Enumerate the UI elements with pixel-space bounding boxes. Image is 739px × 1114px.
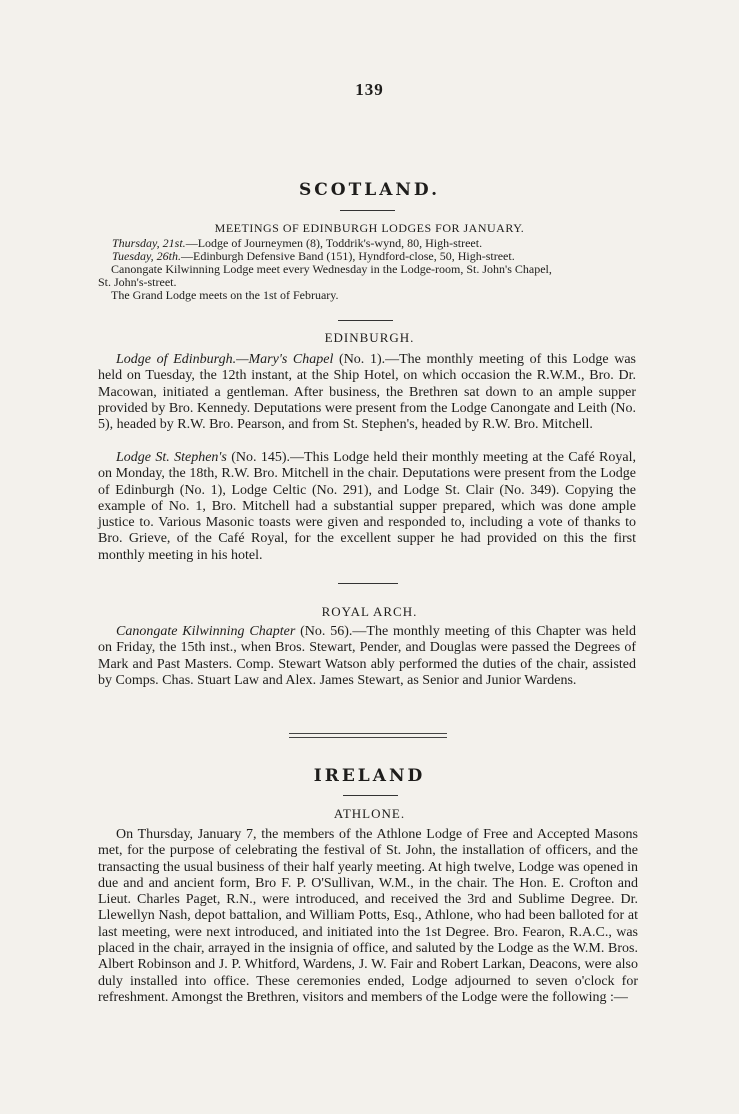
paragraph-lodge-st-stephens xyxy=(98,450,636,564)
chapter-name: Canongate Kilwinning Chapter xyxy=(116,624,296,639)
lodge-name: Lodge of Edinburgh.—Mary's Chapel xyxy=(116,352,334,367)
meetings-title: MEETINGS OF EDINBURGH LODGES FOR JANUARY. xyxy=(214,221,525,235)
meetings-list xyxy=(106,237,646,263)
paragraph-lodge-of-edinburgh xyxy=(98,352,636,433)
section-heading-scotland: SCOTLAND. xyxy=(298,180,440,200)
subheading-edinburgh: EDINBURGH. xyxy=(324,330,415,345)
section-rule xyxy=(338,583,398,584)
subheading-royal-arch: ROYAL ARCH. xyxy=(321,604,418,619)
paragraph-text: (No. 1).—The monthly meeting of this Lodge was held on Tuesday, the 12th instant, at the Ship Hotel, on which occasion the R.W.M., Bro. Dr. Macowan, initiated a gentleman. After business, the Brethren sat down to an ample supper provided by Bro. Kennedy. Deputations were present from the Lodge Canongate and Leith (No. 5), headed by R.W. Bro. Pearson, and from St. Stephen's, headed by R.W. Bro. Mitchell. xyxy=(98,352,636,433)
canongate-line: St. John's-street. xyxy=(98,275,177,289)
page-number: 139 xyxy=(355,80,384,99)
grand-lodge-notice: The Grand Lodge meets on the 1st of February. xyxy=(111,288,339,302)
meeting-text: —Edinburgh Defensive Band (151), Hyndford-close, 50, High-street. xyxy=(181,249,515,263)
section-heading-ireland: IRELAND xyxy=(313,766,426,786)
subheading-athlone: ATHLONE. xyxy=(333,806,406,821)
heading-rule xyxy=(340,210,395,211)
paragraph-text: (No. 145).—This Lodge held their monthly meeting at the Café Royal, on Monday, the 18th, R.W. Bro. Mitchell in the chair. Deputations were present from the Lodge of Edinburgh (No. 1), Lodge Celtic (No. 291), and Lodge St. Clair (No. 349). Copying the example of No. 1, Bro. Mitchell had a substantial supper prepared, which was done ample justice to. Various Masonic toasts were given and responded to, including a vote of thanks to Bro. Grieve, of the Café Royal, for the excellent supper he had provided on this the first monthly meeting in his hotel. xyxy=(98,450,636,563)
paragraph-athlone: On Thursday, January 7, the members of the Athlone Lodge of Free and Accepted Masons met, for the purpose of celebrating the festival of St. John, the installation of officers, and the transacting the usual business of their half yearly meeting. At high twelve, Lodge was opened in due and and ancient form, Bro F. P. O'Sullivan, W.M., in the chair. The Hon. E. Crofton and Lieut. Charles Paget, R.N., were introduced, and received the 3rd and Sublime Degree. Dr. Llewellyn Nash, depot battalion, and William Potts, Esq., Athlone, who had been balloted for at last meeting, were next introduced, and initiated into the 1st Degree. Bro. Fearon, R.A.C., was placed in the chair, arrayed in the insignia of office, and saluted by the Lodge as the W.M. Bros. Albert Robinson and J. P. Whitford, Wardens, J. W. Fair and Robert Larkan, Deacons, were also duly installed into office. These ceremonies ended, Lodge adjourned to seven o'clock for refreshment. Amongst the Brethren, visitors and members of the Lodge were the following :— xyxy=(98,827,638,1005)
paragraph-canongate-chapter xyxy=(98,624,636,689)
section-rule xyxy=(338,320,393,321)
lodge-name: Lodge St. Stephen's xyxy=(116,450,227,465)
section-divider xyxy=(289,733,447,738)
heading-rule xyxy=(343,795,398,796)
canongate-line: Canongate Kilwinning Lodge meet every Wednesday in the Lodge-room, St. John's Chapel, xyxy=(111,262,552,276)
meeting-text: —Lodge of Journeymen (8), Toddrik's-wynd, 80, High-street. xyxy=(185,236,483,250)
meeting-day: Tuesday, 26th. xyxy=(112,249,182,263)
canongate-notice xyxy=(98,263,643,302)
paragraph-text: (No. 56).—The monthly meeting of this Chapter was held on Friday, the 15th inst., when Bros. Stewart, Pender, and Douglas were passed the Degrees of Mark and Past Masters. Comp. Stewart Watson ably performed the duties of the chair, assisted by Comps. Chas. Stuart Law and Alex. James Stewart, as Senior and Junior Wardens. xyxy=(98,624,636,688)
meeting-day: Thursday, 21st. xyxy=(112,236,186,250)
